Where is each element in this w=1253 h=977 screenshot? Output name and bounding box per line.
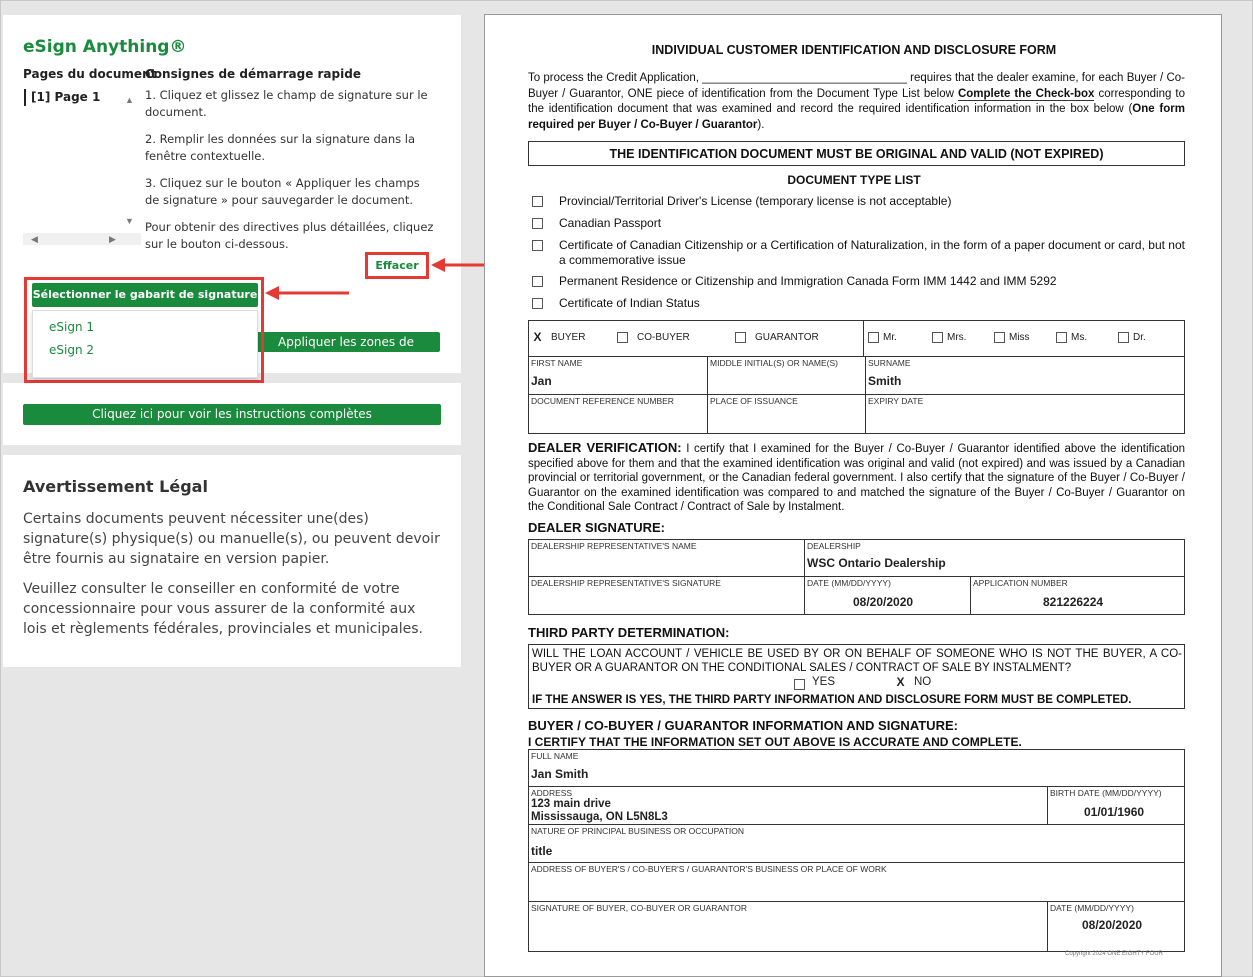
surname-label: SURNAME — [868, 358, 911, 368]
occupation-label: NATURE OF PRINCIPAL BUSINESS OR OCCUPATION — [531, 826, 744, 836]
app-number-label: APPLICATION NUMBER — [973, 578, 1068, 588]
occupation-value: title — [531, 844, 553, 858]
role-checkbox[interactable] — [735, 332, 746, 343]
buyer-date-cell[interactable] — [1048, 902, 1185, 951]
doctype-checkbox[interactable] — [532, 298, 543, 309]
place-cell[interactable] — [708, 395, 866, 433]
surname-value: Smith — [868, 374, 902, 388]
title-checkbox[interactable] — [1056, 332, 1067, 343]
guide-step-2: 2. Remplir les données sur la signature dans la fenêtre contextuelle. — [145, 132, 415, 163]
yes-label: YES — [812, 676, 836, 688]
address-label: ADDRESS — [531, 788, 573, 798]
dealer-verification-text: I certify that I examined for the Buyer / Co-Buyer / Guarantor identified above the identification specified above for them and that the examined identification was original and valid (not expired) and was issued by a Canadian provincial or territorial government, or the Canadian federal government. I also certify that the signature of the Buyer / Co-Buyer / Guarantor on the examined identification was compared to and matched the signature of the Buyer / Co-Buyer / Guarantor on the Conditional Sale Contract / Contract of Sale by Instalment. — [528, 443, 1185, 513]
horizontal-scrollbar[interactable] — [23, 233, 141, 245]
app-number-cell[interactable] — [971, 577, 1185, 614]
full-instructions-button[interactable]: Cliquez ici pour voir les instructions complètes — [23, 404, 441, 425]
third-party-box — [528, 644, 1185, 709]
address-line-1: 123 main drive — [531, 798, 611, 810]
template-option-esign1[interactable]: eSign 1 — [49, 320, 95, 334]
scroll-down-icon[interactable]: ▼ — [125, 216, 134, 226]
dealership-value: WSC Ontario Dealership — [807, 556, 946, 570]
intro-text: To process the Credit Application, ________________________________ requires that the dealer examine, for each Buyer / Co-Buyer / Guarantor, ONE piece of identification from the Document Type List below — [528, 72, 1185, 100]
third-party-title: THIRD PARTY DETERMINATION: — [528, 625, 730, 640]
expiry-label: EXPIRY DATE — [868, 396, 924, 406]
title-checkbox[interactable] — [932, 332, 943, 343]
rep-name-cell[interactable] — [529, 540, 805, 577]
guide-step-4: Pour obtenir des directives plus détaillées, cliquez sur le bouton ci-dessous. — [145, 220, 434, 251]
role-label: CO-BUYER — [637, 332, 690, 343]
middle-name-label: MIDDLE INITIAL(S) OR NAME(S) — [710, 358, 838, 368]
birth-date-cell[interactable] — [1048, 787, 1185, 825]
template-highlight — [24, 277, 264, 383]
guide-steps — [145, 87, 435, 263]
title-label: Mrs. — [947, 332, 967, 343]
docref-cell[interactable] — [529, 395, 708, 433]
third-party-note: IF THE ANSWER IS YES, THE THIRD PARTY INFORMATION AND DISCLOSURE FORM MUST BE COMPLETED. — [532, 694, 1132, 706]
third-party-question: WILL THE LOAN ACCOUNT / VEHICLE BE USED BY OR ON BEHALF OF SOMEONE WHO IS NOT THE BUYER, A CO-BUYER OR A GUARANTOR ON THE CONDITIONAL SALES / CONTRACT OF SALE BY INSTALMENT? — [532, 648, 1182, 674]
work-address-label: ADDRESS OF BUYER'S / CO-BUYER'S / GUARANTOR'S BUSINESS OR PLACE OF WORK — [531, 864, 887, 874]
work-address-cell[interactable] — [529, 863, 1185, 902]
banner-text: THE IDENTIFICATION DOCUMENT MUST BE ORIGINAL AND VALID (NOT EXPIRED) — [609, 147, 1104, 161]
select-template-button[interactable] — [32, 283, 258, 307]
instructions-panel — [3, 383, 461, 445]
title-label: Miss — [1009, 332, 1030, 343]
dealer-verification — [528, 441, 1185, 515]
rep-signature-cell[interactable] — [529, 577, 805, 614]
buyer-table — [528, 749, 1185, 952]
legal-paragraph-1: Certains documents peuvent nécessiter une(des) signature(s) physique(s) ou manuelle(s), ou peuvent devoir être fournis au signataire en version papier. — [23, 511, 440, 567]
rep-signature-label: DEALERSHIP REPRESENTATIVE'S SIGNATURE — [531, 578, 721, 588]
doctype-label: Canadian Passport — [559, 216, 662, 230]
place-label: PLACE OF ISSUANCE — [710, 396, 798, 406]
dealer-verification-title: DEALER VERIFICATION: — [528, 440, 682, 455]
app-number-value: 821226224 — [1043, 595, 1104, 609]
address-cell[interactable] — [529, 787, 1048, 825]
intro-text-2: corresponding to the identification document that was examined and record the required identification information in the box below ( — [528, 87, 1185, 115]
doc-intro — [528, 71, 1185, 133]
role-cell — [529, 321, 864, 357]
buyer-signature-label: SIGNATURE OF BUYER, CO-BUYER OR GUARANTOR — [531, 903, 747, 913]
rep-name-label: DEALERSHIP REPRESENTATIVE'S NAME — [531, 541, 697, 551]
full-name-label: FULL NAME — [531, 751, 579, 761]
intro-bold-2: One form required per Buyer / Co-Buyer / Guarantor — [528, 103, 1185, 131]
full-name-value: Jan Smith — [531, 767, 589, 781]
expiry-cell[interactable] — [866, 395, 1185, 433]
clear-button[interactable]: Effacer — [365, 252, 429, 279]
document-viewer[interactable] — [484, 14, 1222, 977]
first-name-label: FIRST NAME — [531, 358, 583, 368]
dealer-date-cell[interactable] — [805, 577, 971, 614]
scroll-up-icon[interactable]: ▲ — [125, 95, 134, 105]
role-label: GUARANTOR — [755, 332, 819, 343]
certify-text: I CERTIFY THAT THE INFORMATION SET OUT ABOVE IS ACCURATE AND COMPLETE. — [528, 735, 1022, 749]
title-label: Ms. — [1071, 332, 1088, 343]
dealer-table — [528, 539, 1185, 615]
title-checkbox[interactable] — [1118, 332, 1129, 343]
doctype-label: Permanent Residence or Citizenship and Immigration Canada Form IMM 1442 and IMM 5292 — [559, 274, 1057, 288]
guide-step-1: 1. Cliquez et glissez le champ de signature sur le document. — [145, 88, 428, 119]
doctype-label: Certificate of Canadian Citizenship or a Certification of Naturalization, in the form of a paper document or card, but not a commemorative issue — [559, 238, 1185, 267]
scroll-left-icon[interactable]: ◀ — [31, 234, 38, 244]
doctype-label: Certificate of Indian Status — [559, 296, 700, 310]
intro-bold: Complete the Check-box — [957, 87, 1095, 100]
doctype-checkbox[interactable] — [532, 218, 543, 229]
quick-start-panel — [3, 15, 461, 373]
legal-title: Avertissement Légal — [23, 477, 208, 496]
middle-name-cell[interactable] — [708, 357, 866, 395]
buyer-signature-cell[interactable] — [529, 902, 1048, 951]
app-title: eSign Anything® — [23, 37, 187, 57]
legal-notice-panel — [3, 455, 461, 667]
surname-cell[interactable] — [866, 357, 1185, 395]
docref-label: DOCUMENT REFERENCE NUMBER — [531, 396, 674, 406]
arrow-to-template-icon — [263, 283, 351, 303]
role-label: BUYER — [551, 332, 586, 343]
no-check-mark[interactable]: X — [896, 675, 905, 689]
dealer-date-value: 08/20/2020 — [853, 595, 914, 609]
doctype-checkbox[interactable] — [532, 240, 543, 251]
dealership-label: DEALERSHIP — [807, 541, 861, 551]
doctype-label: Provincial/Territorial Driver's License (temporary license is not acceptable) — [559, 194, 952, 208]
birth-date-label: BIRTH DATE (MM/DD/YYYY) — [1050, 788, 1162, 798]
buyer-date-value: 08/20/2020 — [1082, 918, 1143, 932]
apply-signature-zones-button[interactable]: Appliquer les zones de signature — [252, 332, 440, 352]
full-name-cell[interactable] — [529, 750, 1185, 787]
occupation-cell[interactable] — [529, 825, 1185, 863]
first-name-value: Jan — [531, 374, 552, 388]
dealer-signature-title: DEALER SIGNATURE: — [528, 520, 665, 535]
title-checkbox[interactable] — [994, 332, 1005, 343]
address-line-2: Mississauga, ON L5N8L3 — [531, 811, 668, 823]
doc-title: INDIVIDUAL CUSTOMER IDENTIFICATION AND DISCLOSURE FORM — [651, 43, 1057, 57]
title-label: Mr. — [883, 332, 897, 343]
guide-step-3: 3. Cliquez sur le bouton « Appliquer les champs de signature » pour sauvegarder le document. — [145, 176, 420, 207]
title-checkbox[interactable] — [868, 332, 879, 343]
title-label: Dr. — [1133, 332, 1146, 343]
title-cell — [864, 321, 1185, 357]
doctype-checkbox[interactable] — [532, 196, 543, 207]
scroll-right-icon[interactable]: ▶ — [109, 234, 116, 244]
yes-checkbox[interactable] — [794, 679, 805, 690]
template-dropdown-menu — [32, 310, 258, 378]
page-item-1[interactable]: [1] Page 1 — [24, 89, 100, 106]
pages-list[interactable] — [23, 87, 141, 247]
no-label: NO — [914, 676, 932, 688]
role-checkbox[interactable] — [617, 332, 628, 343]
legal-paragraph-2: Veuillez consulter le conseiller en conformité de votre concessionnaire pour vous assurer de la conformité aux lois et règlements fédérales, provinciales et municipales. — [23, 581, 424, 637]
identity-table — [528, 320, 1185, 434]
dealership-cell[interactable] — [805, 540, 1185, 577]
dealer-date-label: DATE (MM/DD/YYYY) — [807, 578, 891, 588]
buyer-date-label: DATE (MM/DD/YYYY) — [1050, 903, 1134, 913]
banner-box — [528, 141, 1185, 166]
buyer-info-title: BUYER / CO-BUYER / GUARANTOR INFORMATION AND SIGNATURE: — [528, 718, 958, 733]
template-option-esign2[interactable]: eSign 2 — [49, 343, 95, 357]
legal-text — [23, 509, 443, 649]
role-check-mark[interactable]: X — [533, 330, 542, 344]
intro-end: ). — [757, 118, 765, 131]
doctype-checkbox[interactable] — [532, 276, 543, 287]
list-title: DOCUMENT TYPE LIST — [787, 173, 921, 187]
first-name-cell[interactable] — [529, 357, 708, 395]
copyright: Copyright 2024 ONE EIGHTY FOUR — [1065, 951, 1163, 957]
pages-heading: Pages du document — [23, 67, 157, 81]
birth-date-value: 01/01/1960 — [1084, 805, 1145, 819]
select-template-label: Sélectionner le gabarit de signature — [32, 288, 258, 301]
guide-heading: Consignes de démarrage rapide — [145, 67, 361, 81]
